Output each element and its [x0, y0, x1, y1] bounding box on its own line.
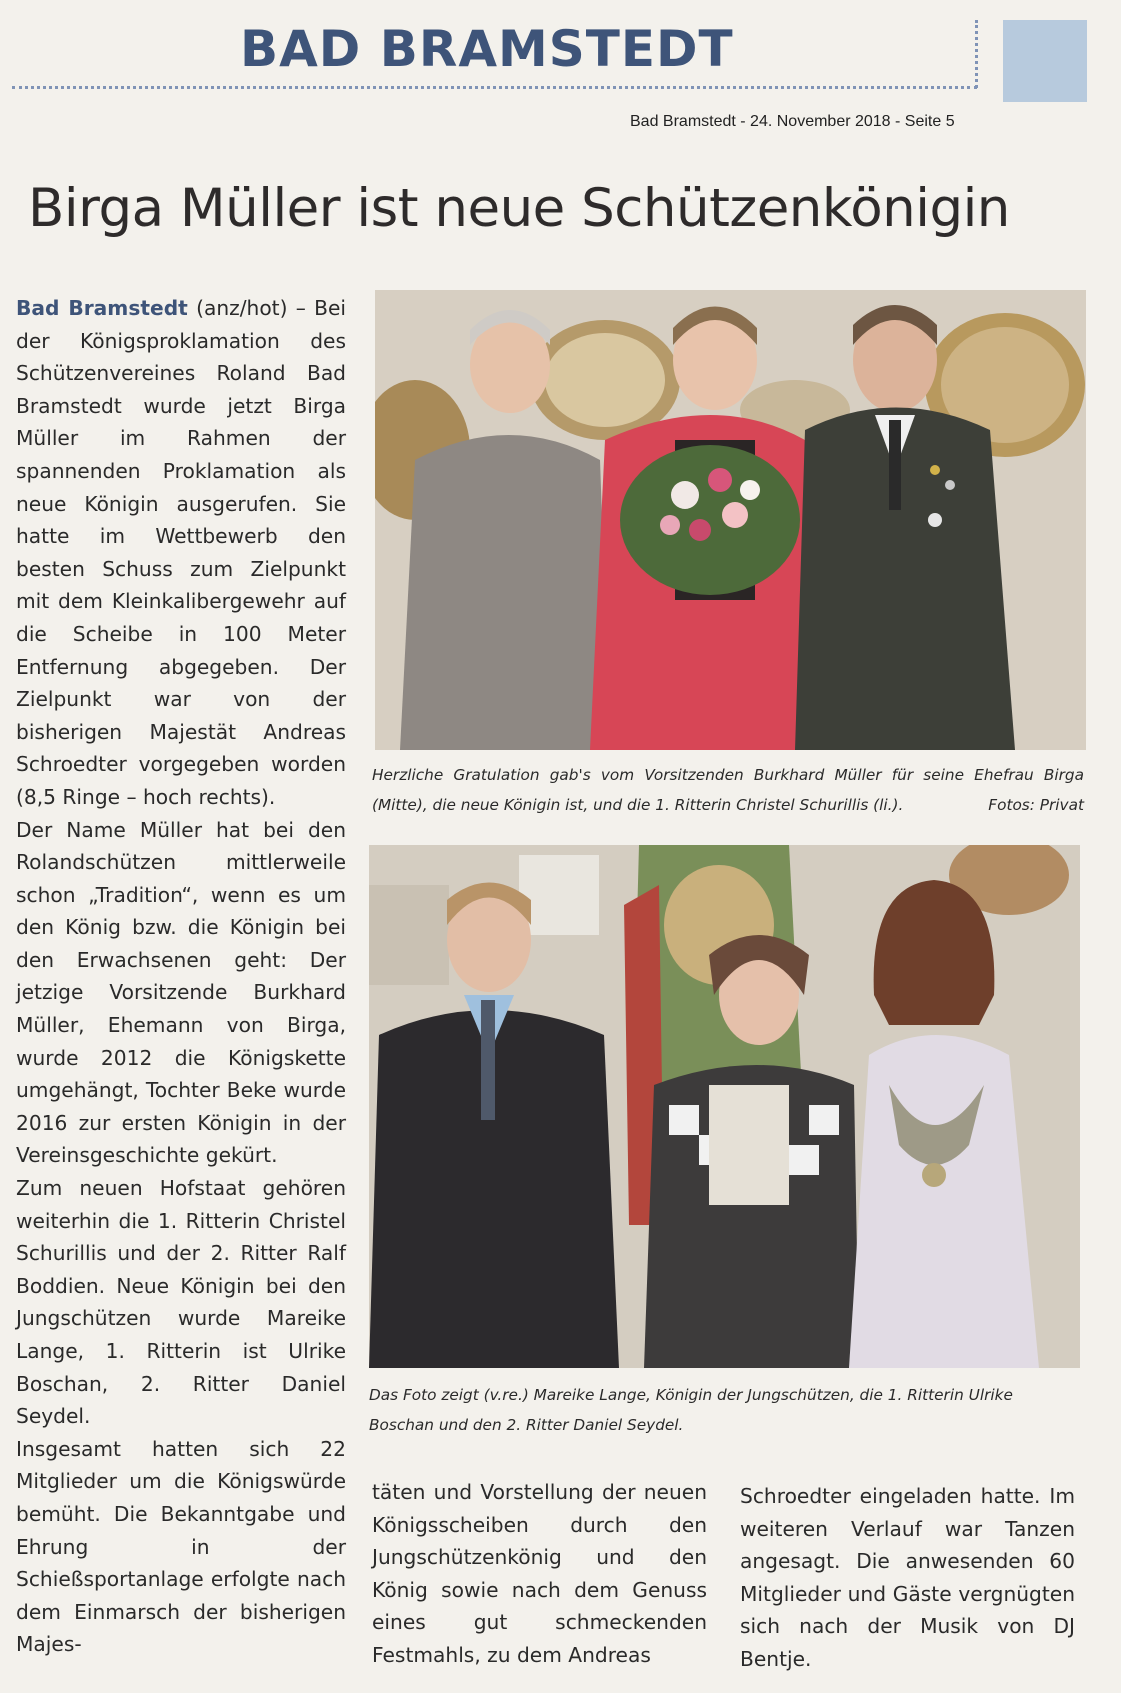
photo-caption-1: [372, 760, 1084, 820]
paragraph-text: Bei der Königsproklamation des Schützenvereines Roland Bad Bramstedt wurde jetzt Birga Müller im Rahmen der spannenden Proklamation als neue Königin ausgerufen. Sie hatte im Wettbewerb den besten Schuss zum Zielpunkt mit dem Kleinkalibergewehr auf die Scheibe in 100 Meter Entfernung abgegeben. Der Zielpunkt war von der bisherigen Majestät Andreas Schroedter vorgegeben worden (8,5 Ringe – hoch rechts).: [16, 296, 347, 809]
photo-youth-royals: [369, 845, 1080, 1368]
article-column-2: [372, 1476, 707, 1672]
corner-accent-box: [1003, 20, 1087, 102]
section-masthead: BAD BRAMSTEDT: [240, 20, 734, 78]
lead-source: (anz/hot) –: [196, 296, 306, 320]
article-paragraph-continued: täten und Vorstellung der neuen Königsscheiben durch den Jungschützenkönig und den König sowie nach dem Genuss eines gut schmeckenden Festmahls, zu dem Andreas: [372, 1480, 707, 1667]
caption-1-text: Herzliche Gratulation gab's vom Vorsitzenden Burkhard Müller für seine Ehefrau Birga (Mitte), die neue Königin ist, und die 1. Ritterin Christel Schurillis (li.).: [372, 766, 1084, 814]
masthead-rule-vertical: [975, 20, 978, 88]
photo-1-illustration: [375, 290, 1086, 750]
article-paragraph-1: [16, 292, 346, 814]
lead-place: Bad Bramstedt: [16, 296, 188, 320]
photo-caption-2: Das Foto zeigt (v.re.) Mareike Lange, Königin der Jungschützen, die 1. Ritterin Ulrike Boschan und den 2. Ritter Daniel Seydel.: [369, 1386, 1013, 1434]
page-dateline: Bad Bramstedt - 24. November 2018 - Seite 5: [630, 113, 955, 130]
photo-royal-couple: [375, 290, 1086, 750]
photo-2-illustration: [369, 845, 1080, 1368]
photo-credit: Fotos: Privat: [988, 796, 1084, 814]
article-column-1: [16, 292, 346, 1661]
article-paragraph-3: Zum neuen Hofstaat gehören weiterhin die 1. Ritterin Christel Schurillis und der 2. Ritter Ralf Boddien. Neue Königin bei den Jungschützen wurde Mareike Lange, 1. Ritterin ist Ulrike Boschan, 2. Ritter Daniel Seydel.: [16, 1176, 346, 1429]
article-paragraph-final: Schroedter eingeladen hatte. Im weiteren Verlauf war Tanzen angesagt. Die anwesenden 60 Mitglieder und Gäste vergnügten sich nach der Musik von DJ Bentje.: [740, 1484, 1075, 1671]
article-paragraph-2: Der Name Müller hat bei den Rolandschützen mittlerweile schon „Tradition“, wenn es um den König bzw. die Königin bei den Erwachsenen geht: Der jetzige Vorsitzende Burkhard Müller, Ehemann von Birga, wurde 2012 die Königskette umgehängt, Tochter Beke wurde 2016 zur ersten Königin in der Vereinsgeschichte gekürt.: [16, 817, 346, 1168]
article-headline: Birga Müller ist neue Schützenkönigin: [28, 178, 1010, 239]
article-column-3: [740, 1480, 1075, 1676]
article-paragraph-4: Insgesamt hatten sich 22 Mitglieder um die Königswürde bemüht. Die Bekanntgabe und Ehrung in der Schießsportanlage erfolgte nach dem Einmarsch der bisherigen Majes-: [16, 1436, 346, 1657]
masthead-rule: [12, 86, 977, 89]
